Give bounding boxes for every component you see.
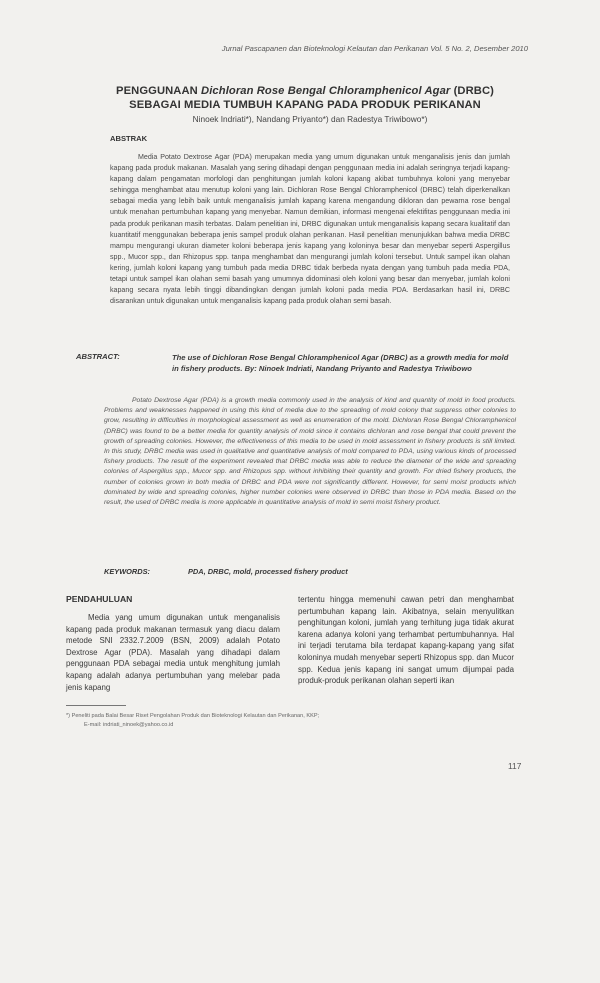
title-italic: Dichloran Rose Bengal Chloramphenicol Agar — [201, 85, 451, 97]
keywords-label: KEYWORDS: — [104, 567, 150, 576]
title-line2: SEBAGAI MEDIA TUMBUH KAPANG PADA PRODUK PERIKANAN — [129, 99, 481, 111]
running-header: Jurnal Pascapanen dan Bioteknologi Kelautan dan Perikanan Vol. 5 No. 2, Desember 2010 — [221, 44, 528, 53]
abstract-title: The use of Dichloran Rose Bengal Chloramphenicol Agar (DRBC) as a growth media for mold in fishery products. By: Ninoek Indriati, Nandang Priyanto and Radestya Triwibowo — [172, 353, 509, 373]
title-suffix: (DRBC) — [450, 85, 494, 97]
keywords-text: PDA, DRBC, mold, processed fishery product — [188, 567, 348, 576]
abstrak-heading: ABSTRAK — [110, 134, 148, 143]
page-number: 117 — [508, 761, 522, 771]
pendahuluan-heading: PENDAHULUAN — [66, 594, 133, 604]
abstract-text: Potato Dextrose Agar (PDA) is a growth media commonly used in the analysis of kind and quantity of mold in food products. Problems and weaknesses happened in using this kind of media due to the spreading of mold colony that suppress other colonies to grow, resulting in difficulties in morphological assessment as well as enumeration of the mold. Dichloran Rose Bengal Chloramphenicol (DRBC) was found to be a better media for quantity analysis of mold since it contains dichloran and rose bengal that could prevent the growth of spreading colonies. However, the effectiveness of this media to be used in mold assessment in fishery products is still limited. In this study, DRBC media was used in qualitative and quantitative analysis of mold compared to PDA, using various kinds of processed fishery products. The result of the experiment revealed that DRBC media was able to reduce the diameter of the wide and spreading colonies of Aspergillus spp., Mucor spp. and Rhizopus spp. without inhibiting their quantity and growth. For dried fishery products, the number of colonies grown in both media of DRBC and PDA were not significantly different. However, for semi moist products which dominated by wide and spreading colonies, higher number colonies were observed in DRBC than those in PDA media. Based on the result, the used of DRBC media is more applicable in quantitative analysis of mold in semi moist fishery product. — [104, 397, 516, 507]
abstrak-text: Media Potato Dextrose Agar (PDA) merupakan media yang umum digunakan untuk menganalisis jenis dan jumlah kapang pada produk makanan. Masalah yang sering dihadapi dengan penggunaan media ini adalah seringnya terjadi kapang-kapang dalam pengamatan morfologi dan penghitungan jumlah koloni kapang akibat tumbuhnya koloni yang menyebar sehingga menghambat atau menutup koloni yang lain. Dichloran Rose Bengal Chloramphenicol (DRBC) telah diperkenalkan sebagai media yang lebih baik untuk menganalisis jumlah kapang karena mengandung dikloran dan pewarna rose bengal untuk menahan pertumbuhan kapang yang menyebar. Namun demikian, informasi mengenai efektifitas penggunaan media ini pada produk perikanan masih terbatas. Dalam penelitian ini, DRBC digunakan untuk menganalisis kapang secara kualitatif dan kuantitatif menggunakan beberapa jenis sampel produk olahan perikanan. Hasil penelitian menunjukkan bahwa media DRBC mampu mengurangi ukuran diameter koloni beberapa jenis kapang yang koloninya besar dan menyebar seperti Aspergillus spp., Mucor spp., dan Rhizopus spp. tanpa menghambat dan mengurangi jumlah koloni tersebut. Untuk sampel ikan olahan kering, jumlah koloni kapang yang tumbuh pada media DRBC tidak berbeda nyata dengan yang tumbuh pada media PDA, tetapi untuk sampel ikan olahan semi basah yang umumnya didominasi oleh koloni yang besar dan menyebar, jumlah koloni kapang secara nyata lebih tinggi dibandingkan dengan jumlah koloni pada media PDA. Berdasarkan hasil ini, DRBC disarankan untuk digunakan untuk menganalisis kapang pada produk olahan semi basah. — [110, 153, 510, 306]
footnote — [66, 712, 516, 730]
footnote-affiliation: *) Peneliti pada Balai Besar Riset Pengolahan Produk dan Bioteknologi Kelautan dan Perikanan, KKP; — [66, 713, 320, 719]
footnote-email: E-mail: indriati_ninoek@yahoo.co.id — [84, 722, 174, 728]
title-prefix: PENGGUNAAN — [116, 85, 202, 97]
footnote-divider — [66, 705, 126, 706]
authors: Ninoek Indriati*), Nandang Priyanto*) dan Radestya Triwibowo*) — [192, 114, 428, 124]
pendahuluan-right-column: tertentu hingga memenuhi cawan petri dan menghambat pertumbuhan kapang lain. Akibatnya, selain menyulitkan penghitungan koloni, jumlah yang terhitung juga tidak akurat karena adanya koloni yang terhambat pertumbuhannya. Hal ini terjadi terutama bila terdapat kapang-kapang yang sifat koloninya mudah menyebar seperti Rhizopus spp. dan Mucor spp. Kedua jenis kapang ini sangat umum dijumpai pada produk-produk perikanan olahan seperti ikan — [298, 595, 514, 686]
abstract-heading: ABSTRACT: — [76, 352, 120, 361]
article-title — [70, 84, 540, 112]
pendahuluan-left-column: Media yang umum digunakan untuk menganalisis kapang pada produk makanan termasuk yang diacu dalam metode SNI 2332.7.2009 (BSN, 2009) adalah Potato Dextrose Agar (PDA). Masalah yang dihadapi dalam penggunaan PDA sebagai media untuk menghitung jumlah kapang adalah adanya pertumbuhan yang melebar pada jenis kapang — [66, 613, 280, 692]
